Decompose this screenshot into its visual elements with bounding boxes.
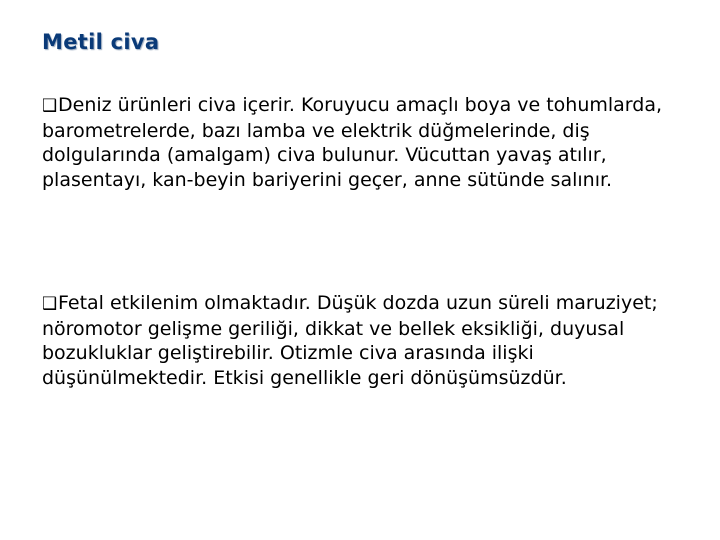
checkbox-bullet-icon: ❑ — [42, 294, 58, 314]
paragraph-1-text: Deniz ürünleri civa içerir. Koruyucu amaçlı boya ve tohumlarda, barometrelerde, bazı lamba ve elektrik düğmelerinde, diş dolgularında (amalgam) civa bulunur. Vücuttan yavaş atılır, plasentayı, kan-beyin bariyerini geçer, anne sütünde salınır. — [42, 94, 663, 191]
checkbox-bullet-icon: ❑ — [42, 96, 58, 116]
slide-title: Metil civa — [42, 30, 160, 54]
bullet-paragraph-2 — [42, 291, 682, 390]
bullet-paragraph-1 — [42, 93, 682, 192]
paragraph-2-text: Fetal etkilenim olmaktadır. Düşük dozda uzun süreli maruziyet; nöromotor gelişme geriliği, dikkat ve bellek eksikliği, duyusal bozukluklar geliştirebilir. Otizmle civa arasında ilişki düşünülmektedir. Etkisi genellikle geri dönüşümsüzdür. — [42, 292, 658, 389]
